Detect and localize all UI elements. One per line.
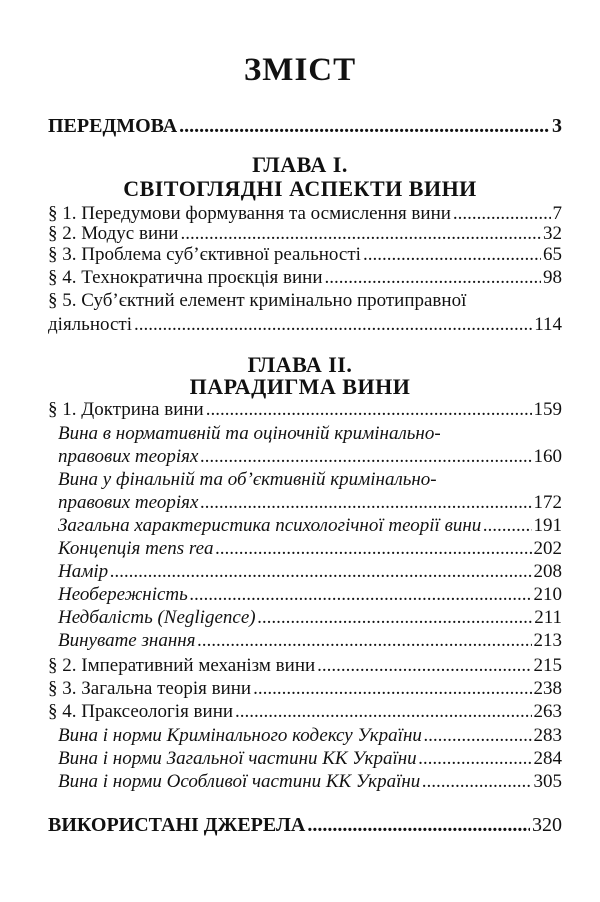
toc-entry-label: § 1. Доктрина вини [48,399,204,420]
toc-entry-label: Винувате знання [58,630,196,651]
toc-entry-label-line1: § 5. Суб’єктний елемент кримінально протиправної [48,290,467,311]
toc-entry-label: § 3. Загальна теорія вини [48,678,252,699]
toc-entry-label: § 4. Технократична проєкція вини [48,267,323,288]
dot-leader [483,514,531,538]
toc-entry-label: § 1. Передумови формування та осмислення вини [48,203,451,224]
dot-leader [424,724,532,748]
toc-entry-label: Вина і норми Особливої частини КК України [58,771,421,792]
toc-entry-page: 7 [552,203,562,224]
toc-entry-page: 263 [533,701,562,722]
dot-leader [200,491,531,515]
toc-entry[interactable] [58,747,562,771]
toc-entry-page: 98 [543,267,562,288]
toc-entry-page: 114 [534,314,562,335]
dot-leader [198,629,532,653]
chapter-1-title: СВІТОГЛЯДНІ АСПЕКТИ ВИНИ [123,176,477,201]
toc-entry-label: Недбалість (Negligence) [58,607,256,628]
toc-entry[interactable] [58,724,562,748]
toc-entry-label: Концепція mens rea [58,538,214,559]
toc-entry[interactable] [48,398,562,422]
dot-leader [190,583,532,607]
page-title: ЗМІСТ [243,52,357,88]
toc-entry[interactable] [48,654,562,678]
toc-entry-page: 191 [533,515,562,536]
toc-entry[interactable] [58,491,562,515]
toc-entry[interactable] [58,770,562,794]
toc-entry-label: Загальна характеристика психологічної теорії вини [58,515,482,536]
chapter-2-title: ПАРАДИГМА ВИНИ [189,374,411,399]
toc-entry[interactable] [48,243,562,267]
toc-entry[interactable] [48,313,562,337]
toc-entry[interactable] [58,583,562,607]
dot-leader [200,445,531,469]
dot-leader [216,537,532,561]
toc-entry-label-line1: Вина у фінальній та об’єктивній кримінально- [58,469,437,490]
toc-entry-page: 305 [533,771,562,792]
toc-entry-label: § 2. Імперативний механізм вини [48,655,316,676]
dot-leader [258,606,533,630]
toc-entry[interactable] [48,700,562,724]
dot-leader [363,243,541,267]
toc-entry-label: Вина і норми Загальної частини КК України [58,748,417,769]
toc-entry-page: 65 [543,244,562,265]
toc-entry-page: 208 [533,561,562,582]
chapter-1-heading: ГЛАВА І. [252,152,348,177]
toc-entry-label: Вина і норми Кримінального кодексу України [58,725,422,746]
toc-entry-label-line1: Вина в нормативній та оціночній кримінально- [58,423,441,444]
toc-entry[interactable] [58,514,562,538]
toc-entry-page: 211 [534,607,562,628]
toc-entry-label: § 3. Проблема суб’єктивної реальності [48,244,361,265]
dot-leader [317,654,531,678]
dot-leader [419,747,532,771]
toc-entry-page: 160 [533,446,562,467]
toc-entry-page: 172 [533,492,562,513]
toc-entry[interactable] [58,445,562,469]
toc-entry-label: діяльності [48,314,132,335]
toc-entry-page: 283 [533,725,562,746]
dot-leader [134,313,532,337]
dot-leader [253,677,531,701]
toc-entry-page: 215 [533,655,562,676]
dot-leader [325,266,542,290]
toc-entry-page: 284 [533,748,562,769]
toc-entry-label: § 2. Модус вини [48,223,179,244]
toc-entry-page: 3 [552,115,562,137]
toc-entry-page: 159 [533,399,562,420]
toc-entry-label: ПЕРЕДМОВА [48,115,178,137]
chapter-2-heading: ГЛАВА ІІ. [247,352,353,377]
dot-leader [110,560,531,584]
toc-entry-page: 320 [532,814,562,836]
toc-entry[interactable] [58,629,562,653]
toc-entry-label: § 4. Праксеологія вини [48,701,234,722]
toc-entry[interactable] [48,677,562,701]
dot-leader [422,770,531,794]
toc-entry[interactable] [58,606,562,630]
toc-entry-label: правових теоріях [58,492,199,513]
toc-entry-preface[interactable] [48,114,562,138]
toc-entry-page: 202 [533,538,562,559]
toc-entry-label: Намір [58,561,109,582]
dot-leader [235,700,531,724]
toc-entry-page: 238 [533,678,562,699]
toc-entry-label: ВИКОРИСТАНІ ДЖЕРЕЛА [48,814,306,836]
dot-leader [307,813,530,837]
dot-leader [206,398,532,422]
dot-leader [179,114,550,138]
toc-entry-label: Необережність [58,584,188,605]
toc-entry-page: 213 [533,630,562,651]
toc-entry-label: правових теоріях [58,446,199,467]
toc-entry-sources[interactable] [48,813,562,837]
toc-entry[interactable] [48,266,562,290]
toc-entry-page: 32 [543,223,562,244]
toc-entry[interactable] [58,537,562,561]
toc-entry-page: 210 [533,584,562,605]
toc-entry[interactable] [58,560,562,584]
